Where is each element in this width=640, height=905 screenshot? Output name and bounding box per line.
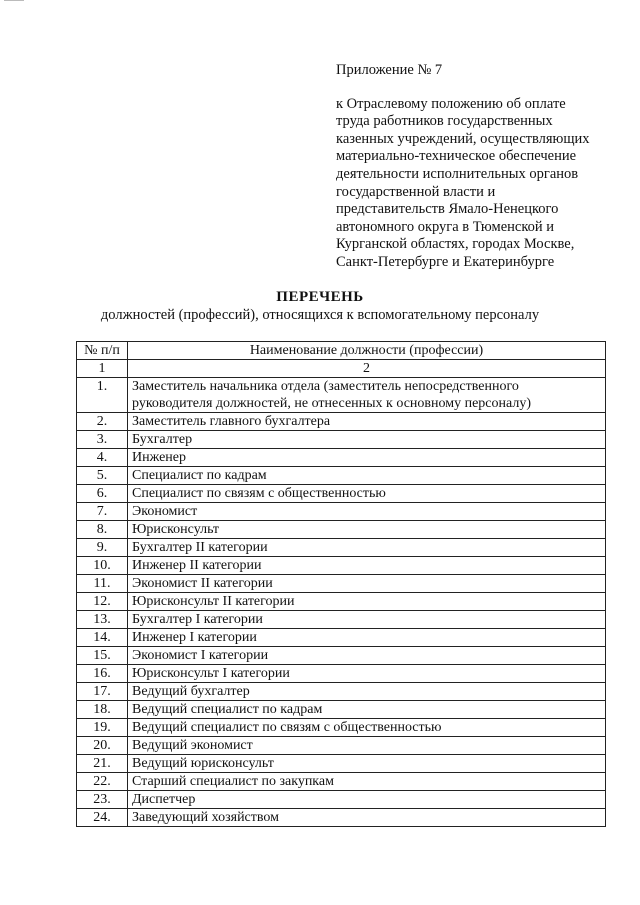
row-position-name: Ведущий специалист по кадрам xyxy=(128,701,606,719)
row-position-name: Заместитель начальника отдела (заместитель непосредственного руководителя должностей, не отнесенных к основному персоналу) xyxy=(128,378,606,413)
table-row xyxy=(77,773,606,791)
column-index-1: 1 xyxy=(77,360,128,378)
row-position-name: Бухгалтер II категории xyxy=(128,539,606,557)
positions-table xyxy=(76,341,606,827)
header-number: № п/п xyxy=(77,342,128,360)
row-position-name: Диспетчер xyxy=(128,791,606,809)
row-number: 12. xyxy=(77,593,128,611)
table-row xyxy=(77,539,606,557)
annex-reference-text: к Отраслевому положению об оплате труда работников государственных казенных учреждений, осуществляющих материально-техническое обеспечение деятельности исполнительных органов государственной власти и представительств Ямало-Ненецкого автономного округа в Тюменской и Курганской областях, городах Москве, Санкт-Петербурге и Екатеринбурге xyxy=(336,95,590,270)
row-number: 1. xyxy=(77,378,128,413)
row-number: 5. xyxy=(77,467,128,485)
table-row xyxy=(77,791,606,809)
row-number: 6. xyxy=(77,485,128,503)
row-number: 10. xyxy=(77,557,128,575)
row-number: 9. xyxy=(77,539,128,557)
row-number: 2. xyxy=(77,413,128,431)
annex-number: Приложение № 7 xyxy=(336,62,443,78)
table-row xyxy=(77,557,606,575)
row-position-name: Юрисконсульт I категории xyxy=(128,665,606,683)
table-row xyxy=(77,809,606,827)
row-number: 3. xyxy=(77,431,128,449)
row-position-name: Экономист I категории xyxy=(128,647,606,665)
row-number: 17. xyxy=(77,683,128,701)
table-row xyxy=(77,378,606,413)
row-position-name: Экономист xyxy=(128,503,606,521)
table-row xyxy=(77,665,606,683)
row-position-name: Бухгалтер xyxy=(128,431,606,449)
row-number: 20. xyxy=(77,737,128,755)
row-position-name: Специалист по кадрам xyxy=(128,467,606,485)
row-number: 16. xyxy=(77,665,128,683)
row-number: 18. xyxy=(77,701,128,719)
table-row xyxy=(77,413,606,431)
row-position-name: Инженер xyxy=(128,449,606,467)
row-position-name: Ведущий специалист по связям с общественностью xyxy=(128,719,606,737)
row-number: 19. xyxy=(77,719,128,737)
row-number: 13. xyxy=(77,611,128,629)
table-row xyxy=(77,683,606,701)
table-row xyxy=(77,701,606,719)
row-number: 24. xyxy=(77,809,128,827)
row-number: 11. xyxy=(77,575,128,593)
row-position-name: Заместитель главного бухгалтера xyxy=(128,413,606,431)
document-subtitle: должностей (профессий), относящихся к вспомогательному персоналу xyxy=(100,307,540,323)
column-index-row xyxy=(77,360,606,378)
table-row xyxy=(77,593,606,611)
row-position-name: Ведущий бухгалтер xyxy=(128,683,606,701)
row-position-name: Юрисконсульт II категории xyxy=(128,593,606,611)
row-position-name: Старший специалист по закупкам xyxy=(128,773,606,791)
table-row xyxy=(77,503,606,521)
row-position-name: Специалист по связям с общественностью xyxy=(128,485,606,503)
document-title: ПЕРЕЧЕНЬ xyxy=(276,289,364,305)
scan-corner-mark xyxy=(4,0,24,5)
annex-block xyxy=(336,62,616,272)
row-number: 7. xyxy=(77,503,128,521)
row-position-name: Юрисконсульт xyxy=(128,521,606,539)
table-row xyxy=(77,521,606,539)
table-row xyxy=(77,485,606,503)
table-row xyxy=(77,629,606,647)
row-position-name: Заведующий хозяйством xyxy=(128,809,606,827)
row-position-name: Ведущий юрисконсульт xyxy=(128,755,606,773)
header-position-name: Наименование должности (профессии) xyxy=(128,342,606,360)
table-header-row xyxy=(77,342,606,360)
column-index-2: 2 xyxy=(128,360,606,378)
row-position-name: Бухгалтер I категории xyxy=(128,611,606,629)
table-row xyxy=(77,467,606,485)
row-position-name: Ведущий экономист xyxy=(128,737,606,755)
table-row xyxy=(77,737,606,755)
row-number: 4. xyxy=(77,449,128,467)
table-row xyxy=(77,719,606,737)
row-number: 22. xyxy=(77,773,128,791)
table-row xyxy=(77,647,606,665)
table-row xyxy=(77,449,606,467)
row-number: 8. xyxy=(77,521,128,539)
row-position-name: Инженер II категории xyxy=(128,557,606,575)
table-row xyxy=(77,575,606,593)
row-number: 15. xyxy=(77,647,128,665)
table-row xyxy=(77,431,606,449)
row-position-name: Инженер I категории xyxy=(128,629,606,647)
table-row xyxy=(77,755,606,773)
table-row xyxy=(77,611,606,629)
row-number: 23. xyxy=(77,791,128,809)
row-number: 21. xyxy=(77,755,128,773)
row-position-name: Экономист II категории xyxy=(128,575,606,593)
row-number: 14. xyxy=(77,629,128,647)
